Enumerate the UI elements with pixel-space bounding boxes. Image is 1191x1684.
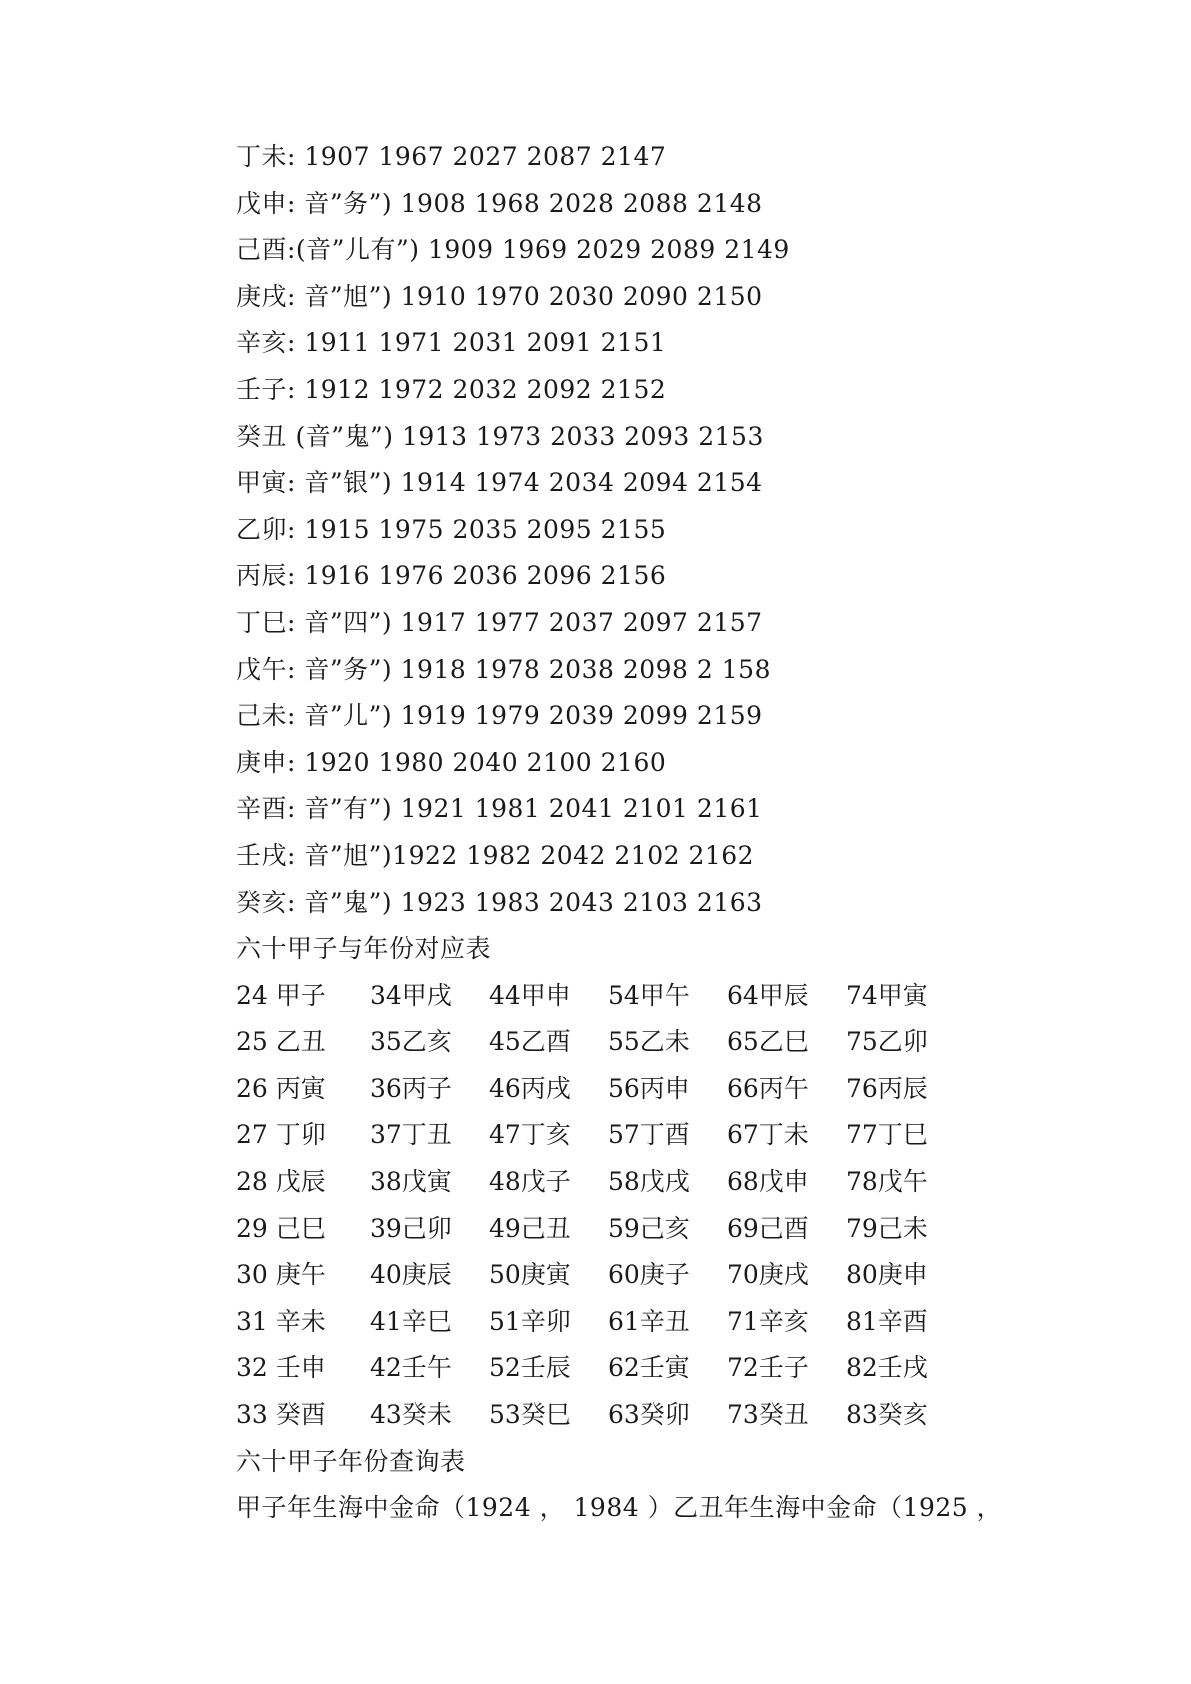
table-cell: 80庚申 — [846, 1260, 928, 1290]
table-cell: 72壬子 — [727, 1353, 809, 1383]
table-cell: 58戊戌 — [608, 1167, 690, 1197]
table-cell: 43癸未 — [370, 1400, 452, 1430]
table-cell: 78戊午 — [846, 1167, 928, 1197]
table-cell: 25 乙丑 — [236, 1027, 326, 1057]
table-cell: 38戊寅 — [370, 1167, 452, 1197]
table-cell: 81辛酉 — [846, 1306, 928, 1336]
table-cell: 68戊申 — [727, 1167, 809, 1197]
table-cell: 42壬午 — [370, 1353, 452, 1383]
table-cell: 40庚辰 — [370, 1260, 452, 1290]
table-cell: 29 己巳 — [236, 1213, 326, 1243]
table-row — [236, 1206, 1116, 1253]
year-line: 庚戌: 音”旭”) 1910 1970 2030 2090 2150 — [236, 281, 763, 311]
table-cell: 45乙酉 — [489, 1027, 571, 1057]
table-cell: 31 辛未 — [236, 1306, 326, 1336]
year-line: 辛亥: 1911 1971 2031 2091 2151 — [236, 328, 667, 358]
table-cell: 49己丑 — [489, 1213, 571, 1243]
table-cell: 70庚戌 — [727, 1260, 809, 1290]
year-line: 己酉:(音”儿有”) 1909 1969 2029 2089 2149 — [236, 235, 790, 265]
table-cell: 39己卯 — [370, 1213, 452, 1243]
table-cell: 74甲寅 — [846, 980, 928, 1010]
query-line: 甲子年生海中金命（1924 ， 1984 ）乙丑年生海中金命（1925 ， — [236, 1493, 1003, 1523]
query-title: 六十甲子年份查询表 — [236, 1446, 466, 1476]
year-line: 己未: 音”儿”) 1919 1979 2039 2099 2159 — [236, 701, 763, 731]
year-line: 乙卯: 1915 1975 2035 2095 2155 — [236, 514, 667, 544]
year-line: 壬子: 1912 1972 2032 2092 2152 — [236, 374, 667, 404]
table-cell: 48戊子 — [489, 1167, 571, 1197]
table-cell: 36丙子 — [370, 1073, 452, 1103]
table-cell: 60庚子 — [608, 1260, 690, 1290]
table-cell: 73癸丑 — [727, 1400, 809, 1430]
table-cell: 44甲申 — [489, 980, 571, 1010]
table-cell: 66丙午 — [727, 1073, 809, 1103]
year-line: 壬戌: 音”旭”)1922 1982 2042 2102 2162 — [236, 840, 755, 870]
table-row — [236, 1345, 1116, 1392]
table-row — [236, 1299, 1116, 1346]
table-cell: 62壬寅 — [608, 1353, 690, 1383]
table-cell: 51辛卯 — [489, 1306, 571, 1336]
table-cell: 30 庚午 — [236, 1260, 326, 1290]
year-line: 戊午: 音”务”) 1918 1978 2038 2098 2 158 — [236, 654, 771, 684]
table-cell: 28 戊辰 — [236, 1167, 326, 1197]
table-cell: 41辛巳 — [370, 1306, 452, 1336]
table-cell: 32 壬申 — [236, 1353, 326, 1383]
table-cell: 55乙未 — [608, 1027, 690, 1057]
document-body — [236, 134, 1116, 1532]
table-cell: 54甲午 — [608, 980, 690, 1010]
table-row — [236, 1066, 1116, 1113]
table-cell: 26 丙寅 — [236, 1073, 326, 1103]
year-line: 庚申: 1920 1980 2040 2100 2160 — [236, 747, 667, 777]
table-cell: 63癸卯 — [608, 1400, 690, 1430]
table-cell: 46丙戌 — [489, 1073, 571, 1103]
table-cell: 64甲辰 — [727, 980, 809, 1010]
table-cell: 24 甲子 — [236, 980, 326, 1010]
table-cell: 47丁亥 — [489, 1120, 571, 1150]
year-line: 癸亥: 音”鬼”) 1923 1983 2043 2103 2163 — [236, 887, 763, 917]
year-line: 丙辰: 1916 1976 2036 2096 2156 — [236, 561, 667, 591]
year-line: 甲寅: 音”银”) 1914 1974 2034 2094 2154 — [236, 468, 763, 498]
table-row — [236, 1019, 1116, 1066]
table-cell: 37丁丑 — [370, 1120, 452, 1150]
table-cell: 79己未 — [846, 1213, 928, 1243]
table-cell: 76丙辰 — [846, 1073, 928, 1103]
table-cell: 77丁巳 — [846, 1120, 928, 1150]
table-cell: 57丁酉 — [608, 1120, 690, 1150]
year-line: 戊申: 音”务”) 1908 1968 2028 2088 2148 — [236, 188, 763, 218]
table-cell: 75乙卯 — [846, 1027, 928, 1057]
table-row — [236, 1112, 1116, 1159]
table-cell: 65乙巳 — [727, 1027, 809, 1057]
table-row — [236, 1252, 1116, 1299]
year-line: 辛酉: 音”有”) 1921 1981 2041 2101 2161 — [236, 794, 763, 824]
table-cell: 56丙申 — [608, 1073, 690, 1103]
table-cell: 83癸亥 — [846, 1400, 928, 1430]
table-cell: 71辛亥 — [727, 1306, 809, 1336]
table-cell: 50庚寅 — [489, 1260, 571, 1290]
year-line: 丁未: 1907 1967 2027 2087 2147 — [236, 142, 667, 171]
table-cell: 35乙亥 — [370, 1027, 452, 1057]
table-cell: 33 癸酉 — [236, 1400, 326, 1430]
table-cell: 53癸巳 — [489, 1400, 571, 1430]
table-cell: 34甲戌 — [370, 980, 452, 1010]
table-cell: 69己酉 — [727, 1213, 809, 1243]
table-cell: 52壬辰 — [489, 1353, 571, 1383]
table-row — [236, 1159, 1116, 1206]
table-cell: 82壬戌 — [846, 1353, 928, 1383]
table-row — [236, 973, 1116, 1020]
year-line: 癸丑 (音”鬼”) 1913 1973 2033 2093 2153 — [236, 421, 764, 451]
table-cell: 27 丁卯 — [236, 1120, 326, 1150]
table-title: 六十甲子与年份对应表 — [236, 934, 492, 964]
year-list — [236, 134, 1116, 926]
table-cell: 59己亥 — [608, 1213, 690, 1243]
table-cell: 61辛丑 — [608, 1306, 690, 1336]
sexagenary-table — [236, 973, 1116, 1439]
year-line: 丁巳: 音”四”) 1917 1977 2037 2097 2157 — [236, 607, 763, 637]
table-row — [236, 1392, 1116, 1439]
table-cell: 67丁未 — [727, 1120, 809, 1150]
